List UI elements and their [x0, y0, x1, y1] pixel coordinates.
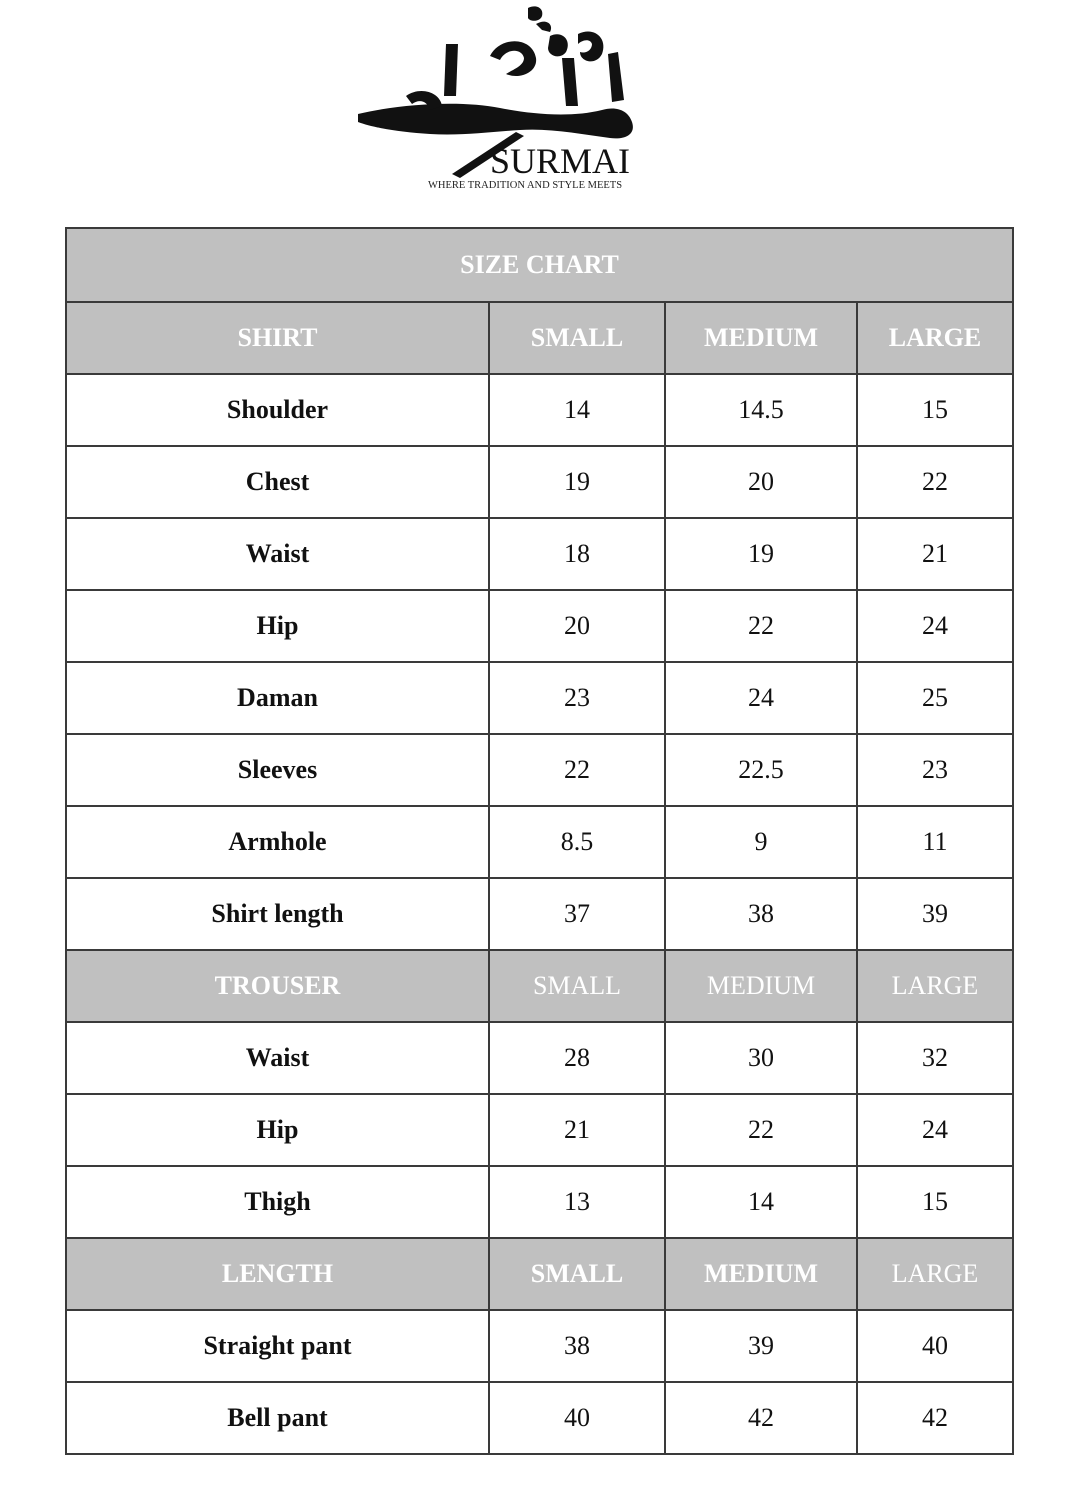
cell-large: 15	[857, 1166, 1013, 1238]
table-row	[66, 878, 1013, 950]
section-header-row	[66, 950, 1013, 1022]
cell-medium: 22	[665, 590, 857, 662]
cell-small: 8.5	[489, 806, 665, 878]
size-chart-table	[65, 227, 1014, 1455]
row-label: Chest	[66, 446, 489, 518]
table-row	[66, 446, 1013, 518]
row-label: Hip	[66, 590, 489, 662]
column-header-small: SMALL	[489, 302, 665, 374]
section-header-row	[66, 302, 1013, 374]
cell-medium: 22.5	[665, 734, 857, 806]
table-row	[66, 374, 1013, 446]
cell-small: 20	[489, 590, 665, 662]
cell-medium: 20	[665, 446, 857, 518]
cell-small: 21	[489, 1094, 665, 1166]
row-label: Shoulder	[66, 374, 489, 446]
cell-large: 23	[857, 734, 1013, 806]
cell-medium: 9	[665, 806, 857, 878]
section-header-shirt: SHIRT	[66, 302, 489, 374]
cell-large: 22	[857, 446, 1013, 518]
column-header-medium: MEDIUM	[665, 1238, 857, 1310]
cell-medium: 30	[665, 1022, 857, 1094]
cell-medium: 42	[665, 1382, 857, 1454]
cell-small: 37	[489, 878, 665, 950]
table-row	[66, 1382, 1013, 1454]
column-header-medium: MEDIUM	[665, 302, 857, 374]
row-label: Armhole	[66, 806, 489, 878]
section-header-trouser: TROUSER	[66, 950, 489, 1022]
row-label: Waist	[66, 1022, 489, 1094]
section-header-row	[66, 1238, 1013, 1310]
row-label: Daman	[66, 662, 489, 734]
section-header-length: LENGTH	[66, 1238, 489, 1310]
cell-large: 15	[857, 374, 1013, 446]
cell-small: 13	[489, 1166, 665, 1238]
cell-small: 28	[489, 1022, 665, 1094]
cell-small: 40	[489, 1382, 665, 1454]
cell-large: 25	[857, 662, 1013, 734]
cell-large: 11	[857, 806, 1013, 878]
table-title: SIZE CHART	[66, 228, 1013, 302]
cell-small: 19	[489, 446, 665, 518]
table-row	[66, 590, 1013, 662]
cell-medium: 39	[665, 1310, 857, 1382]
table-row	[66, 1310, 1013, 1382]
table-row	[66, 662, 1013, 734]
row-label: Straight pant	[66, 1310, 489, 1382]
table-row	[66, 806, 1013, 878]
row-label: Sleeves	[66, 734, 489, 806]
table-row	[66, 1166, 1013, 1238]
column-header-medium: MEDIUM	[665, 950, 857, 1022]
cell-large: 24	[857, 590, 1013, 662]
cell-large: 40	[857, 1310, 1013, 1382]
table-title-row	[66, 228, 1013, 302]
cell-small: 23	[489, 662, 665, 734]
table-row	[66, 734, 1013, 806]
cell-small: 18	[489, 518, 665, 590]
brand-tagline: WHERE TRADITION AND STYLE MEETS	[428, 180, 623, 191]
column-header-large: LARGE	[857, 1238, 1013, 1310]
row-label: Hip	[66, 1094, 489, 1166]
cell-medium: 22	[665, 1094, 857, 1166]
cell-large: 39	[857, 878, 1013, 950]
table-row	[66, 1094, 1013, 1166]
column-header-small: SMALL	[489, 1238, 665, 1310]
column-header-large: LARGE	[857, 950, 1013, 1022]
row-label: Bell pant	[66, 1382, 489, 1454]
table-row	[66, 1022, 1013, 1094]
column-header-large: LARGE	[857, 302, 1013, 374]
column-header-small: SMALL	[489, 950, 665, 1022]
cell-large: 21	[857, 518, 1013, 590]
row-label: Waist	[66, 518, 489, 590]
brand-logo	[340, 0, 660, 205]
brand-name: SURMAI	[490, 141, 631, 181]
table-row	[66, 518, 1013, 590]
cell-medium: 24	[665, 662, 857, 734]
cell-large: 24	[857, 1094, 1013, 1166]
row-label: Thigh	[66, 1166, 489, 1238]
cell-small: 22	[489, 734, 665, 806]
cell-large: 42	[857, 1382, 1013, 1454]
cell-small: 38	[489, 1310, 665, 1382]
cell-large: 32	[857, 1022, 1013, 1094]
cell-medium: 19	[665, 518, 857, 590]
cell-small: 14	[489, 374, 665, 446]
cell-medium: 14.5	[665, 374, 857, 446]
cell-medium: 14	[665, 1166, 857, 1238]
cell-medium: 38	[665, 878, 857, 950]
row-label: Shirt length	[66, 878, 489, 950]
